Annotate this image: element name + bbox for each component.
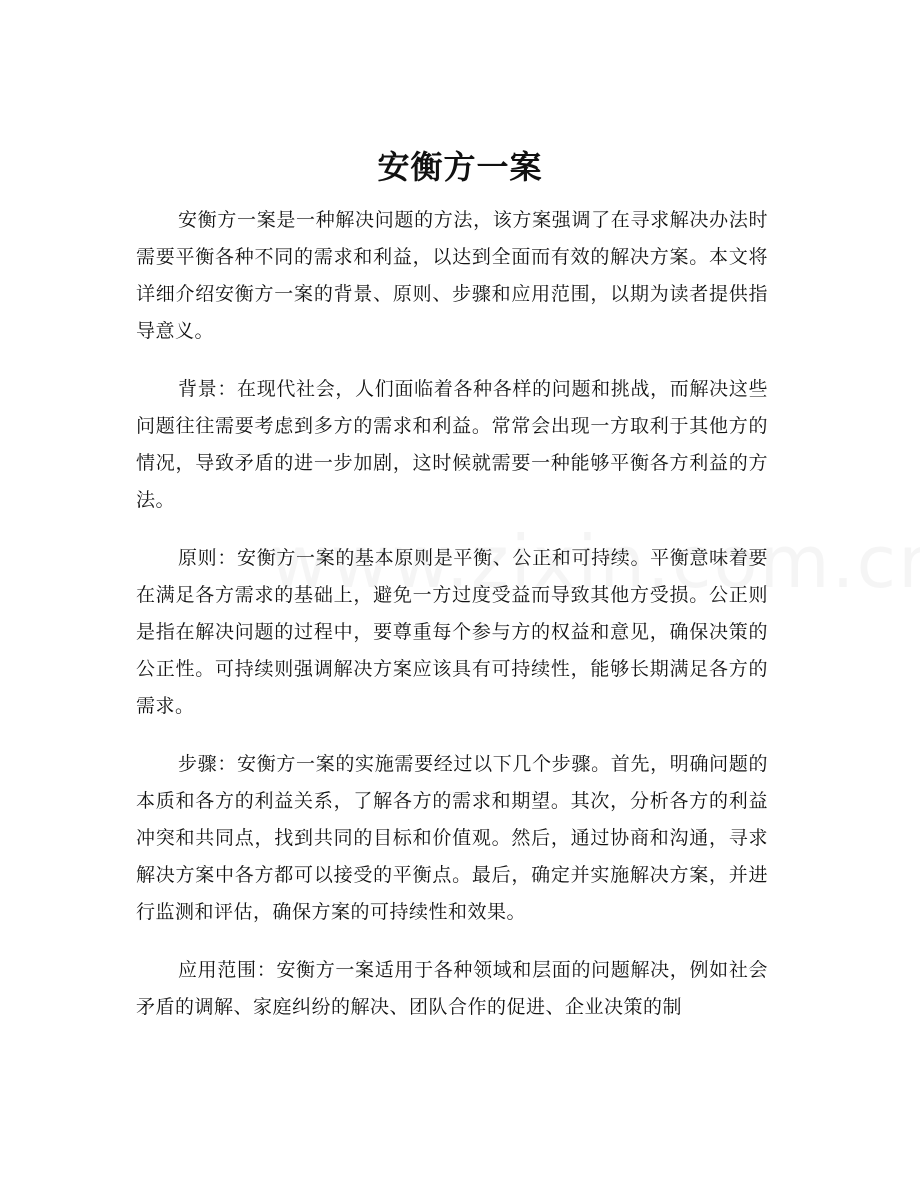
paragraph-background: 背景：在现代社会，人们面临着各种各样的问题和挑战，而解决这些问题往往需要考虑到多方的需求和利益。常常会出现一方取利于其他方的情况，导致矛盾的进一步加剧，这时候就需要一种能够平衡各方利益的方法。 [136,378,768,511]
paragraph-intro: 安衡方一案是一种解决问题的方法，该方案强调了在寻求解决办法时需要平衡各种不同的需求和利益，以达到全面而有效的解决方案。本文将详细介绍安衡方一案的背景、原则、步骤和应用范围，以期为读者提供指导意义。 [136,209,768,342]
paragraph-scope: 应用范围：安衡方一案适用于各种领域和层面的问题解决，例如社会矛盾的调解、家庭纠纷的解决、团队合作的促进、企业决策的制 [136,959,768,1018]
paragraph-steps: 步骤：安衡方一案的实施需要经过以下几个步骤。首先，明确问题的本质和各方的利益关系，了解各方的需求和期望。其次，分析各方的利益冲突和共同点，找到共同的目标和价值观。然后，通过协商和沟通，寻求解决方案中各方都可以接受的平衡点。最后，确定并实施解决方案，并进行监测和评估，确保方案的可持续性和效果。 [136,753,768,923]
document-body [136,202,768,1047]
paragraph-principles: 原则：安衡方一案的基本原则是平衡、公正和可持续。平衡意味着要在满足各方需求的基础上，避免一方过度受益而导致其他方受损。公正则是指在解决问题的过程中，要尊重每个参与方的权益和意见，确保决策的公正性。可持续则强调解决方案应该具有可持续性，能够长期满足各方的需求。 [136,547,768,717]
document-title: 安衡方一案 [377,148,543,186]
